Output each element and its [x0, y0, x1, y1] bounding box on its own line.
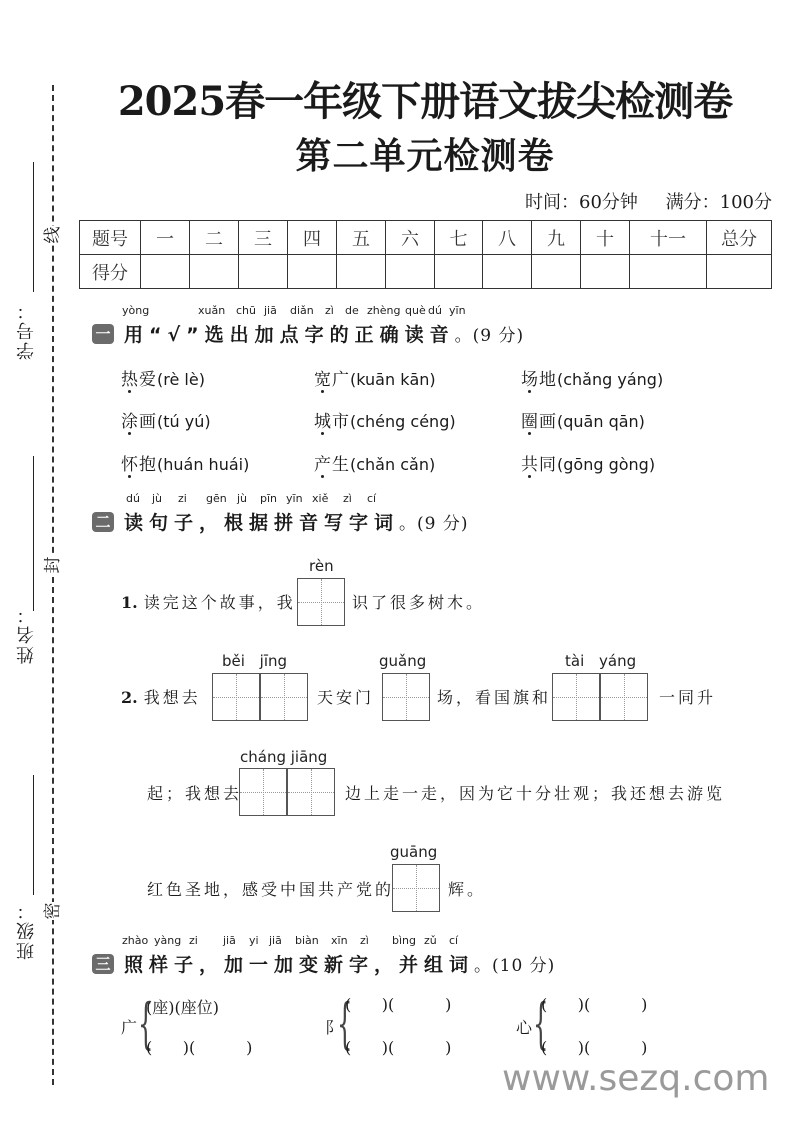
pinyin-hint: běi jīng [222, 652, 288, 670]
score-cell[interactable] [581, 255, 630, 289]
pinyin: yīn [286, 492, 303, 505]
pronunciation-item [314, 407, 456, 432]
item-options[interactable]: (gōng gòng) [557, 455, 656, 474]
pinyin: dú [126, 492, 140, 505]
page-subtitle: 第二单元检测卷 [295, 135, 555, 177]
col-4: 四 [288, 221, 337, 255]
score-cell[interactable] [337, 255, 386, 289]
item-word: 产生 [314, 455, 350, 475]
section-1-title: 用“√”选出加点字的正确读音 [124, 324, 455, 346]
seal-char-xian: 线 [43, 226, 63, 244]
pinyin: pīn [260, 492, 278, 505]
sentence-text: 边上走一走，因为它十分壮观；我还想去游览 [345, 784, 726, 803]
sentence-text: 天安门 [317, 688, 375, 707]
score-table-score-row [80, 255, 772, 289]
item-options[interactable]: (quān qān) [557, 412, 645, 431]
pinyin: zhèng [367, 304, 401, 317]
writing-box[interactable] [600, 673, 648, 721]
sentence-text: 我想去 [143, 688, 201, 707]
pronunciation-item [314, 365, 436, 390]
item-options[interactable]: (tú yú) [157, 412, 211, 431]
pinyin: yi [249, 934, 259, 947]
section-1-score: 。(9 分) [454, 326, 525, 346]
section-1-title-row [92, 320, 524, 347]
writing-box[interactable] [297, 578, 345, 626]
col-9: 九 [532, 221, 581, 255]
pinyin: cí [367, 492, 377, 505]
seal-char-mi: 密 [43, 902, 63, 920]
section-number-badge: 二 [92, 512, 114, 532]
example-row: (座)(座位) [146, 998, 219, 1017]
page-title: 2025春一年级下册语文拔尖检测卷 [117, 78, 733, 125]
pronunciation-item [314, 450, 435, 475]
score-table-header-row [80, 221, 772, 255]
col-6: 六 [386, 221, 435, 255]
score-cell[interactable] [288, 255, 337, 289]
section-3-score: 。(10 分) [474, 956, 556, 976]
item-options[interactable]: (chǎn cǎn) [350, 455, 436, 474]
pinyin: jiā [269, 934, 282, 947]
q2-1-text-before [121, 590, 296, 613]
watermark: www.sezq.com [502, 1058, 770, 1099]
score-cell[interactable] [483, 255, 532, 289]
writing-box[interactable] [392, 864, 440, 912]
sentence-text: 场，看国旗和 [437, 688, 552, 707]
pinyin: yīn [449, 304, 466, 317]
pinyin-hint: guāng [390, 843, 438, 861]
section-2-title-row [92, 508, 469, 535]
col-1: 一 [141, 221, 190, 255]
sentence-text: 一同升 [659, 688, 717, 707]
score-cell[interactable] [435, 255, 483, 289]
sentence-text: 起；我想去 [147, 784, 243, 803]
item-word: 城市 [314, 412, 350, 432]
answer-row[interactable]: ( )( ) [541, 1038, 648, 1057]
section-2-title: 读句子，根据拼音写字词 [124, 512, 400, 534]
col-11: 十一 [630, 221, 707, 255]
question-number: 1. [121, 593, 138, 612]
score-cell[interactable] [141, 255, 190, 289]
pinyin-hint: cháng jiāng [240, 748, 328, 766]
section-2-score: 。(9 分) [399, 514, 469, 534]
pinyin: yàng [154, 934, 182, 947]
question-number: 2. [121, 688, 138, 707]
exam-info [503, 188, 772, 214]
sentence-text: 辉。 [448, 880, 487, 899]
pronunciation-item [521, 365, 663, 390]
item-word: 怀抱 [121, 455, 157, 475]
sentence-text: 读完这个故事，我 [143, 593, 296, 612]
emphasis-dot [528, 390, 531, 393]
emphasis-dot [128, 475, 131, 478]
row-header-score: 得分 [80, 255, 141, 289]
student-id-line[interactable] [33, 162, 34, 292]
answer-row[interactable]: ( )( ) [541, 995, 648, 1014]
col-total: 总分 [707, 221, 772, 255]
score-table [79, 220, 772, 289]
item-options[interactable]: (kuān kān) [350, 370, 436, 389]
time-limit: 时间：60分钟 [525, 192, 638, 213]
col-7: 七 [435, 221, 483, 255]
pronunciation-item [121, 407, 211, 432]
name-line-a[interactable] [33, 456, 34, 611]
pronunciation-item [121, 365, 205, 390]
pinyin: zi [189, 934, 198, 947]
col-10: 十 [581, 221, 630, 255]
pinyin: jù [152, 492, 163, 505]
pinyin-hint: tài yáng [565, 652, 637, 670]
brace-icon: { [337, 992, 353, 1055]
pinyin: jiā [264, 304, 277, 317]
item-options[interactable]: (chǎng yáng) [557, 370, 664, 389]
pinyin-hint: rèn [309, 557, 334, 575]
q2-1-text-after: 识了很多树木。 [352, 593, 486, 612]
class-label: 班级： [16, 900, 37, 960]
pronunciation-item [521, 450, 655, 475]
writing-box[interactable] [212, 673, 260, 721]
col-3: 三 [239, 221, 288, 255]
pinyin: dú [428, 304, 442, 317]
item-word: 共同 [521, 455, 557, 475]
writing-box[interactable] [287, 768, 335, 816]
score-cell[interactable] [532, 255, 581, 289]
pinyin: zǔ [424, 934, 437, 947]
item-options[interactable]: (rè lè) [157, 370, 205, 389]
pinyin: jiā [223, 934, 236, 947]
section-3-title: 照样子，加一加变新字，并组词 [124, 954, 475, 976]
pinyin: zì [343, 492, 352, 505]
item-word: 宽广 [314, 370, 350, 390]
pinyin: xiě [312, 492, 329, 505]
brace-icon: { [533, 992, 549, 1055]
col-5: 五 [337, 221, 386, 255]
seal-char-feng: 封 [43, 556, 63, 574]
full-score: 满分：100分 [665, 192, 772, 213]
item-options[interactable]: (huán huái) [157, 455, 250, 474]
pronunciation-item [521, 407, 645, 432]
pinyin: bìng [392, 934, 416, 947]
answer-row[interactable]: ( )( ) [345, 995, 452, 1014]
col-8: 八 [483, 221, 532, 255]
pinyin: yòng [122, 304, 150, 317]
q2-2-text-1 [121, 685, 201, 708]
writing-box[interactable] [382, 673, 430, 721]
pinyin: zi [178, 492, 187, 505]
answer-row[interactable]: ( )( ) [146, 1038, 253, 1057]
sentence-text: 红色圣地，感受中国共产党的 [147, 880, 395, 899]
pinyin: zhào [122, 934, 149, 947]
section-number-badge: 一 [92, 324, 114, 344]
student-id-label: 学号： [16, 300, 37, 360]
emphasis-dot [321, 475, 324, 478]
pronunciation-item [121, 450, 249, 475]
score-cell[interactable] [190, 255, 239, 289]
item-word: 涂画 [121, 412, 157, 432]
emphasis-dot [528, 432, 531, 435]
score-cell[interactable] [239, 255, 288, 289]
answer-row[interactable]: ( )( ) [345, 1038, 452, 1057]
radical: 心 [516, 1018, 533, 1037]
section-number-badge: 三 [92, 954, 114, 974]
writing-box[interactable] [260, 673, 308, 721]
item-word: 热爱 [121, 370, 157, 390]
pinyin: zì [325, 304, 334, 317]
pinyin: zì [360, 934, 369, 947]
pinyin: gēn [206, 492, 227, 505]
writing-box[interactable] [552, 673, 600, 721]
pinyin: què [405, 304, 426, 317]
pinyin: cí [449, 934, 459, 947]
col-2: 二 [190, 221, 239, 255]
emphasis-dot [321, 432, 324, 435]
item-word: 场地 [521, 370, 557, 390]
item-word: 圈画 [521, 412, 557, 432]
pinyin: jù [237, 492, 248, 505]
class-line[interactable] [33, 775, 34, 895]
emphasis-dot [321, 390, 324, 393]
score-cell-total[interactable] [707, 255, 772, 289]
writing-box[interactable] [239, 768, 287, 816]
pinyin: xuǎn [198, 304, 226, 317]
pinyin: chū [236, 304, 256, 317]
pinyin: diǎn [290, 304, 314, 317]
emphasis-dot [128, 390, 131, 393]
radical: 广 [121, 1018, 138, 1037]
score-cell[interactable] [386, 255, 435, 289]
score-cell[interactable] [630, 255, 707, 289]
brace-icon: { [138, 992, 154, 1055]
pinyin: biàn [295, 934, 319, 947]
pinyin-hint: guǎng [379, 652, 427, 670]
item-options[interactable]: (chéng céng) [350, 412, 456, 431]
emphasis-dot [528, 475, 531, 478]
section-3-title-row [92, 950, 555, 977]
name-label: 姓名： [16, 604, 37, 664]
pinyin: de [345, 304, 359, 317]
emphasis-dot [128, 432, 131, 435]
pinyin: xīn [331, 934, 348, 947]
row-header-question: 题号 [80, 221, 141, 255]
radical: 阝 [325, 1018, 342, 1037]
